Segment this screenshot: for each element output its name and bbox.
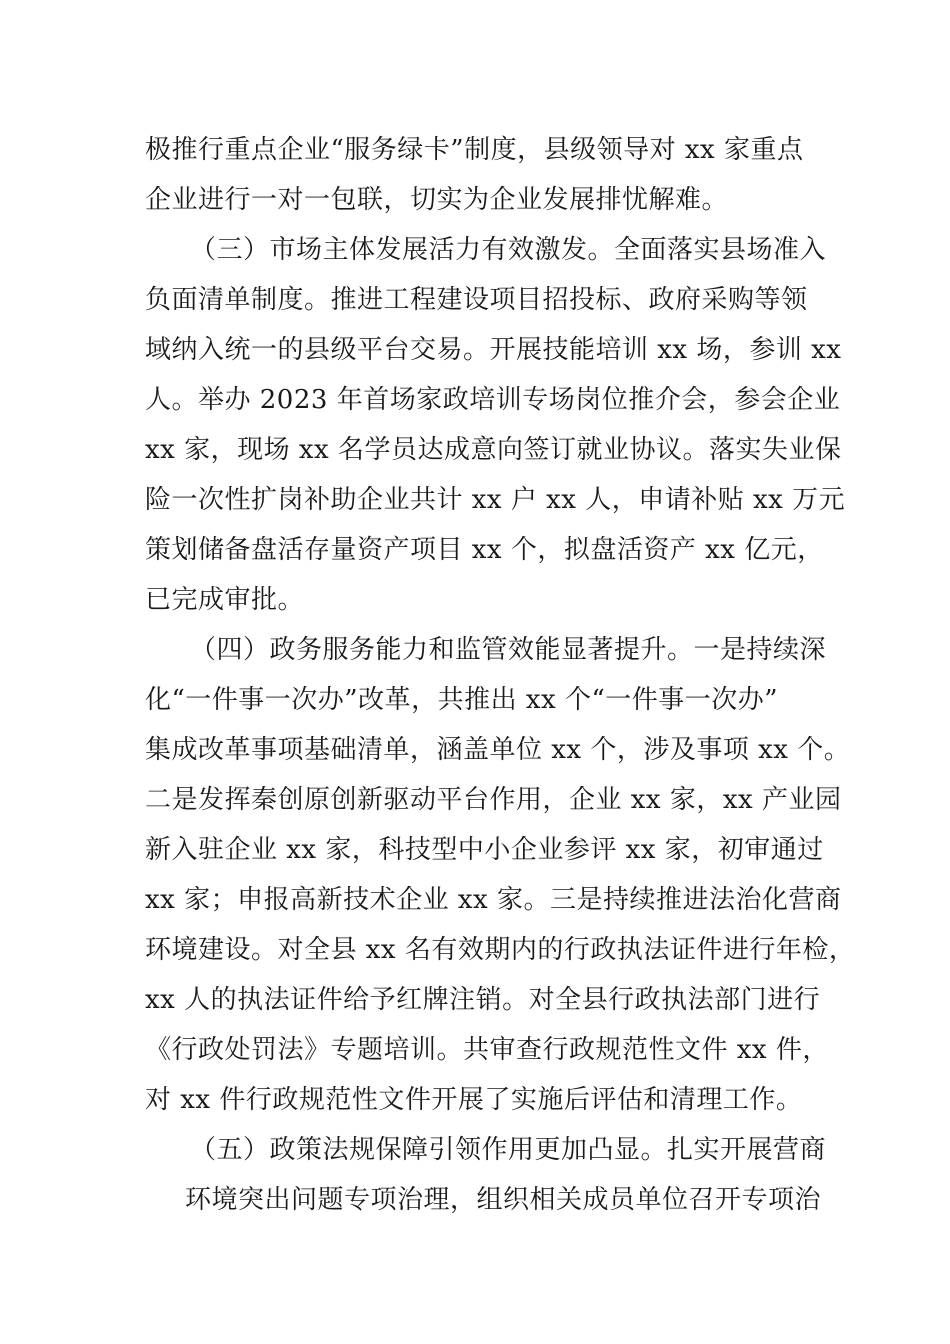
text-line: 新入驻企业 xx 家，科技型中小企业参评 xx 家，初审通过 xyxy=(145,835,824,865)
text-line: 化“一件事一次办”改革，共推出 xx 个“一件事一次办” xyxy=(145,685,779,715)
text-line: 人。举办 2023 年首场家政培训专场岗位推介会，参会企业 xyxy=(145,385,841,415)
text-line: 负面清单制度。推进工程建设项目招投标、政府采购等领 xyxy=(145,285,808,315)
text-line: 集成改革事项基础清单，涵盖单位 xx 个，涉及事项 xx 个。 xyxy=(145,735,851,765)
section-heading-5-line: （五）政策法规保障引领作用更加凸显。扎实开展营商 xyxy=(190,1135,827,1165)
text-line: 二是发挥秦创原创新驱动平台作用，企业 xx 家，xx 产业园 xyxy=(145,785,842,815)
text-line: xx 人的执法证件给予红牌注销。对全县行政执法部门进行 xyxy=(145,985,821,1015)
text-line: 环境突出问题专项治理，组织相关成员单位召开专项治 xyxy=(185,1185,822,1215)
text-line: 已完成审批。 xyxy=(145,585,305,615)
text-line: 极推行重点企业“服务绿卡”制度，县级领导对 xx 家重点 xyxy=(145,135,804,165)
text-line: 对 xx 件行政规范性文件开展了实施后评估和清理工作。 xyxy=(145,1085,803,1115)
text-line: 企业进行一对一包联，切实为企业发展排忧解难。 xyxy=(145,185,729,215)
text-line: 险一次性扩岗补助企业共计 xx 户 xx 人，申请补贴 xx 万元 xyxy=(145,485,846,515)
text-line: 《行政处罚法》专题培训。共审查行政规范性文件 xx 件， xyxy=(145,1035,829,1065)
section-heading-4-line: （四）政务服务能力和监管效能显著提升。一是持续深 xyxy=(190,635,827,665)
text-line: xx 家，现场 xx 名学员达成意向签订就业协议。落实失业保 xyxy=(145,435,842,465)
text-line: 策划储备盘活存量资产项目 xx 个，拟盘活资产 xx 亿元， xyxy=(145,535,824,565)
text-line: 环境建设。对全县 xx 名有效期内的行政执法证件进行年检， xyxy=(145,935,856,965)
section-heading-3-line: （三）市场主体发展活力有效激发。全面落实县场准入 xyxy=(190,235,827,265)
text-line: 域纳入统一的县级平台交易。开展技能培训 xx 场，参训 xx xyxy=(145,335,842,365)
text-line: xx 家；申报高新技术企业 xx 家。三是持续推进法治化营商 xyxy=(145,885,842,915)
